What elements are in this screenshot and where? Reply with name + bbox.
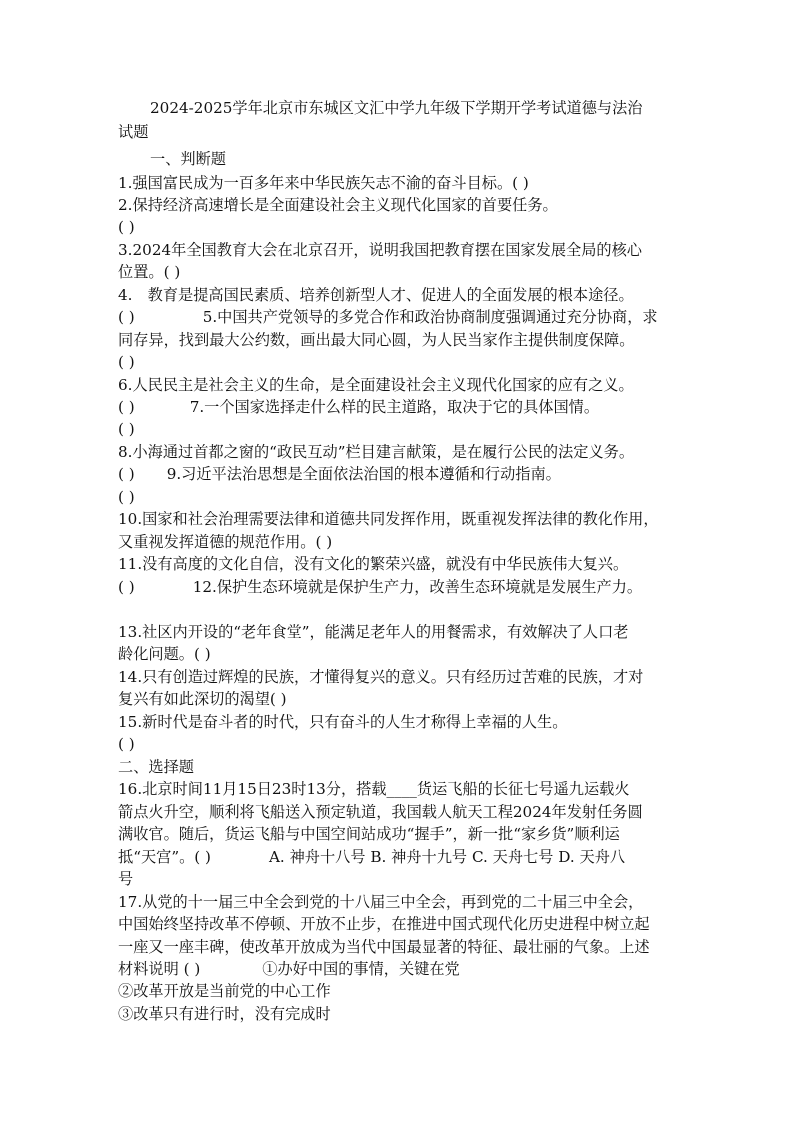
question-3: 3.2024年全国教育大会在北京召开，说明我国把教育摆在国家发展全局的核心 — [118, 241, 642, 259]
question-15: 15.新时代是奋斗者的时代，只有奋斗的人生才称得上幸福的人生。 — [118, 713, 568, 731]
question-16-cont: 抵“天宫”。( ) — [118, 848, 211, 866]
question-16: 16.北京时间11月15日23时13分，搭载____货运飞船的长征七号遥九运载火 — [118, 780, 630, 798]
question-16-options: A. 神舟十八号 B. 神舟十九号 C. 天舟七号 D. 天舟八 — [268, 848, 626, 866]
answer-blank: ( ) — [118, 578, 135, 596]
answer-blank: ( ) — [118, 353, 135, 371]
question-16-cont: 满收官。随后，货运飞船与中国空间站成功“握手”，新一批“家乡货”顺利运 — [118, 825, 620, 843]
question-14: 14.只有创造过辉煌的民族，才懂得复兴的意义。只有经历过苦难的民族，才对 — [118, 668, 644, 686]
question-7: 7.一个国家选择走什么样的民主道路，取决于它的具体国情。 — [189, 398, 600, 416]
question-16-options-line — [118, 846, 625, 868]
answer-blank: ( ) — [118, 735, 135, 753]
answer-blank: ( ) — [118, 218, 135, 236]
question-4: 4. 教育是提高国民素质、培养创新型人才、促进人的全面发展的根本途径。 — [118, 286, 634, 304]
question-7-line — [118, 396, 599, 418]
document-title-cont: 试题 — [118, 123, 149, 141]
question-10-cont: 又重视发挥道德的规范作用。( ) — [118, 533, 333, 551]
answer-blank: ( ) — [118, 465, 135, 483]
question-16-cont: 箭点火升空，顺利将飞船送入预定轨道，我国载人航天工程2024年发射任务圆 — [118, 803, 643, 821]
document-title: 2024-2025学年北京市东城区文汇中学九年级下学期开学考试道德与法治 — [150, 99, 643, 117]
answer-blank: ( ) — [118, 420, 135, 438]
question-9: 9.习近平法治思想是全面依法治国的根本遵循和行动指南。 — [166, 465, 561, 483]
section-heading-judgement: 一、判断题 — [150, 150, 226, 168]
question-17-cont: 一座又一座丰碑，使改革开放成为当代中国最显著的特征、最壮丽的气象。上述 — [118, 938, 650, 956]
question-8: 8.小海通过首都之窗的“政民互动”栏目建言献策，是在履行公民的法定义务。 — [118, 443, 635, 461]
question-12: 12.保护生态环境就是保护生产力，改善生态环境就是发展生产力。 — [192, 578, 643, 596]
answer-blank: ( ) — [118, 398, 135, 416]
question-11: 11.没有高度的文化自信，没有文化的繁荣兴盛，就没有中华民族伟大复兴。 — [118, 555, 629, 573]
question-14-cont: 复兴有如此深切的渴望( ) — [118, 690, 287, 708]
answer-blank: ( ) — [118, 308, 135, 326]
question-5-cont: 同存异，找到最大公约数，画出最大同心圆，为人民当家作主提供制度保障。 — [118, 331, 635, 349]
question-12-line — [118, 576, 642, 598]
answer-blank: ( ) — [118, 488, 135, 506]
question-17-option-line — [118, 958, 460, 980]
question-17-option-3: ③改革只有进行时，没有完成时 — [118, 1005, 331, 1023]
question-17-cont: 中国始终坚持改革不停顿、开放不止步，在推进中国式现代化历史进程中树立起 — [118, 915, 650, 933]
question-17-option-1: ①办好中国的事情，关键在党 — [262, 960, 460, 978]
question-5-line — [118, 306, 658, 328]
question-5: 5.中国共产党领导的多党合作和政治协商制度强调通过充分协商，求 — [202, 308, 658, 326]
question-17-option-2: ②改革开放是当前党的中心工作 — [118, 982, 331, 1000]
question-6: 6.人民民主是社会主义的生命，是全面建设社会主义现代化国家的应有之义。 — [118, 376, 634, 394]
question-17: 17.从党的十一届三中全会到党的十八届三中全会，再到党的二十届三中全会， — [118, 893, 644, 911]
question-9-line — [118, 463, 561, 485]
question-3-cont: 位置。( ) — [118, 263, 181, 281]
question-2: 2.保持经济高速增长是全面建设社会主义现代化国家的首要任务。 — [118, 196, 558, 214]
question-17-cont: 材料说明 ( ) — [118, 960, 201, 978]
question-13: 13.社区内开设的“老年食堂”，能满足老年人的用餐需求，有效解决了人口老 — [118, 623, 629, 641]
question-1: 1.强国富民成为一百多年来中华民族矢志不渝的奋斗目标。( ) — [118, 174, 529, 192]
question-10: 10.国家和社会治理需要法律和道德共同发挥作用，既重视发挥法律的教化作用， — [118, 510, 659, 528]
question-13-cont: 龄化问题。( ) — [118, 645, 211, 663]
question-16-options-cont: 号 — [118, 870, 134, 888]
section-heading-choice: 二、选择题 — [118, 758, 194, 776]
